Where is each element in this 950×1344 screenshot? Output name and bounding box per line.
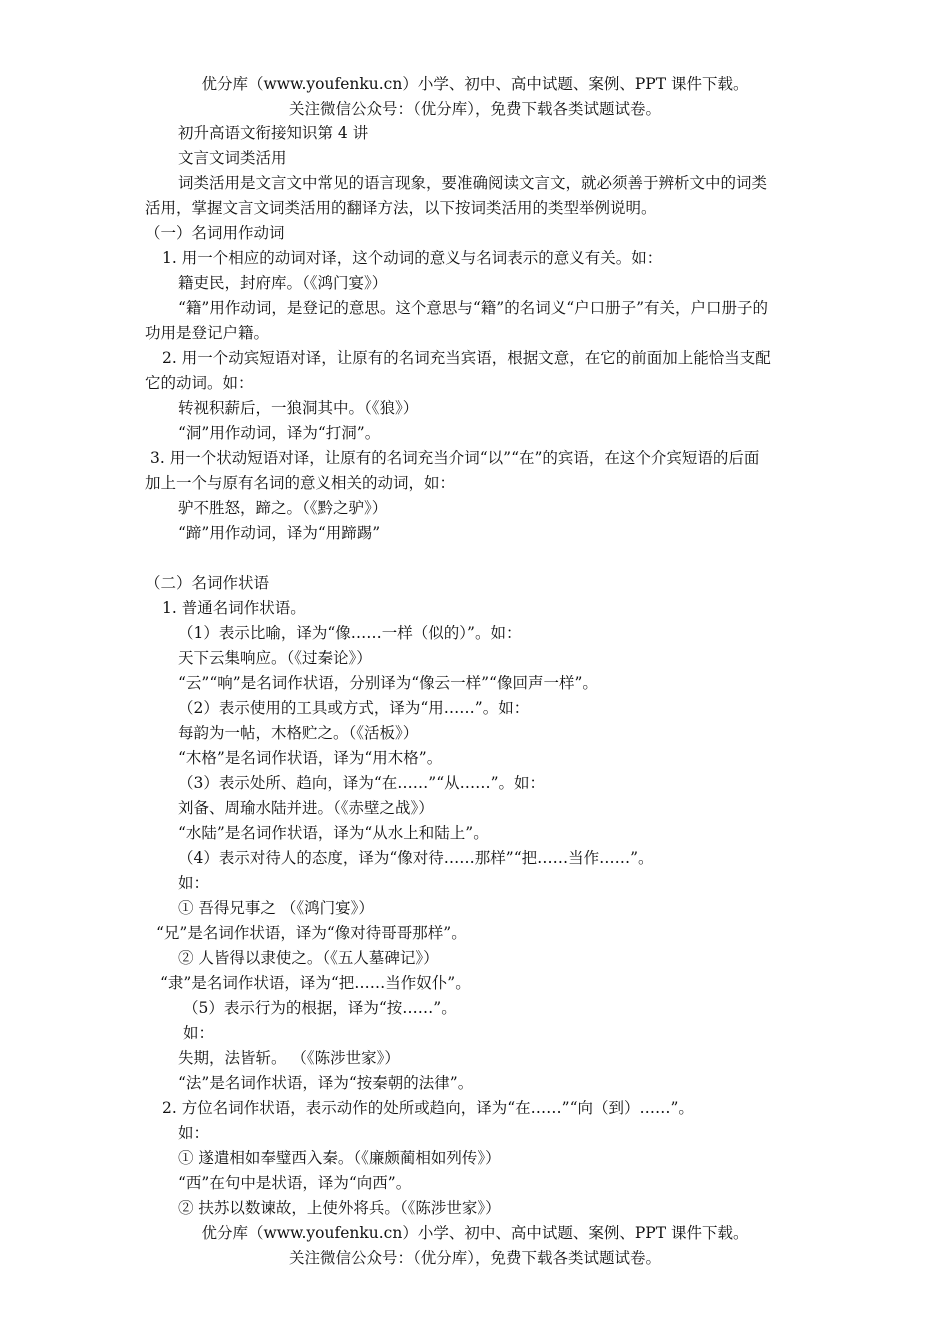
sub-rule: （4）表示对待人的态度，译为“像对待……那样”“把……当作……”。 [178, 849, 654, 867]
example-explanation: “木格”是名词作状语，译为“用木格”。 [178, 749, 443, 767]
topic-title: 文言文词类活用 [178, 149, 287, 167]
section-heading: （二）名词作状语 [145, 574, 270, 592]
rule-paragraph: 2. 用一个动宾短语对译，让原有的名词充当宾语，根据文意，在它的前面加上能恰当支配 [162, 349, 771, 367]
example-lead: 如： [178, 874, 210, 892]
rule-paragraph: 2. 方位名词作状语，表示动作的处所或趋向，译为“在……”“向（到）……”。 [162, 1099, 694, 1117]
section-heading: （一）名词用作动词 [145, 224, 285, 242]
sub-rule: （5）表示行为的根据，译为“按……”。 [183, 999, 457, 1017]
example-explanation: “洞”用作动词，译为“打洞”。 [178, 424, 381, 442]
rule-paragraph: 3. 用一个状动短语对译，让原有的名词充当介词“以”“在”的宾语，在这个介宾短语的后面 [150, 449, 760, 467]
example-explanation: 功用是登记户籍。 [145, 324, 270, 342]
example-lead: 如： [178, 1124, 210, 1142]
example-sentence: ② 扶苏以数谏故，上使外将兵。（《陈涉世家》） [178, 1199, 501, 1217]
example-sentence: 驴不胜怒，蹄之。（《黔之驴》） [178, 499, 388, 517]
example-sentence: 失期，法皆斩。 （《陈涉世家》） [178, 1049, 400, 1067]
example-explanation: “西”在句中是状语，译为“向西”。 [178, 1174, 412, 1192]
intro-paragraph-line: 活用，掌握文言文词类活用的翻译方法，以下按词类活用的类型举例说明。 [145, 199, 657, 217]
intro-paragraph-line: 词类活用是文言文中常见的语言现象，要准确阅读文言文，就必须善于辨析文中的词类 [178, 174, 768, 192]
footer-wechat-line: 关注微信公众号：（优分库），免费下载各类试题试卷。 [288, 1249, 661, 1267]
example-sentence: 转视积薪后，一狼洞其中。（《狼》） [178, 399, 419, 417]
sub-rule: （3）表示处所、趋向，译为“在……”“从……”。如： [178, 774, 546, 792]
example-explanation: “蹄”用作动词，译为“用蹄踢” [178, 524, 381, 542]
example-explanation: “法”是名词作状语，译为“按秦朝的法律”。 [178, 1074, 474, 1092]
example-sentence: 籍吏民，封府库。（《鸿门宴》） [178, 274, 388, 292]
lesson-title: 初升高语文衔接知识第 4 讲 [178, 124, 369, 142]
example-sentence: 每韵为一帖，木格贮之。（《活板》） [178, 724, 419, 742]
example-explanation: “兄”是名词作状语，译为“像对待哥哥那样”。 [156, 924, 467, 942]
rule-paragraph: 加上一个与原有名词的意义相关的动词，如： [145, 474, 456, 492]
header-promo-line: 优分库（www.youfenku.cn）小学、初中、高中试题、案例、PPT 课件下载。 [201, 75, 749, 93]
rule-paragraph: 1. 普通名词作状语。 [162, 599, 306, 617]
example-sentence: ② 人皆得以隶使之。（《五人墓碑记》） [178, 949, 439, 967]
example-lead: 如： [183, 1024, 215, 1042]
rule-paragraph: 它的动词。如： [145, 374, 254, 392]
example-explanation: “水陆”是名词作状语，译为“从水上和陆上”。 [178, 824, 489, 842]
rule-paragraph: 1. 用一个相应的动词对译，这个动词的意义与名词表示的意义有关。如： [162, 249, 663, 267]
sub-rule: （2）表示使用的工具或方式，译为“用……”。如： [178, 699, 530, 717]
example-explanation: “隶”是名词作状语，译为“把……当作奴仆”。 [160, 974, 471, 992]
example-sentence: 刘备、周瑜水陆并进。（《赤壁之战》） [178, 799, 434, 817]
example-sentence: ① 吾得兄事之 （《鸿门宴》） [178, 899, 374, 917]
example-sentence: ① 遂遣相如奉璧西入秦。（《廉颇蔺相如列传》） [178, 1149, 501, 1167]
footer-promo-line: 优分库（www.youfenku.cn）小学、初中、高中试题、案例、PPT 课件下载。 [201, 1224, 749, 1242]
sub-rule: （1）表示比喻，译为“像……一样（似的）”。如： [178, 624, 522, 642]
example-explanation: “云”“响”是名词作状语，分别译为“像云一样”“像回声一样”。 [178, 674, 598, 692]
example-sentence: 天下云集响应。（《过秦论》） [178, 649, 372, 667]
header-wechat-line: 关注微信公众号：（优分库），免费下载各类试题试卷。 [288, 100, 661, 118]
example-explanation: “籍”用作动词，是登记的意思。这个意思与“籍”的名词义“户口册子”有关，户口册子的 [178, 299, 769, 317]
